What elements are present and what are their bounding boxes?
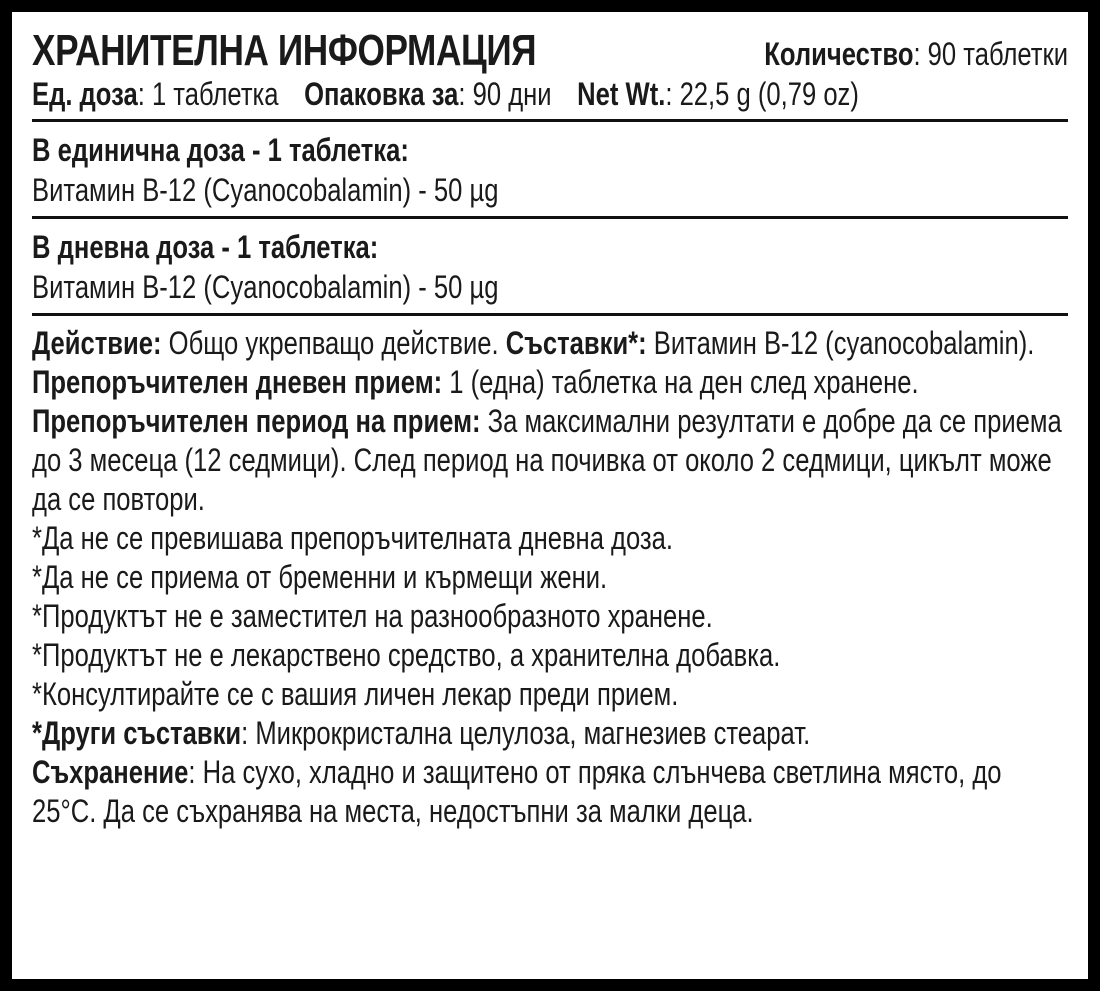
other-label: *Други съставки xyxy=(32,715,242,751)
storage-text: : На сухо, хладно и защитено от пряка слънчева светлина място, до 25°С. Да се съхранява на места, недостъпни за малки деца. xyxy=(32,754,1002,829)
label-content xyxy=(32,26,1068,831)
daily-dose-line: Витамин B-12 (Cyanocobalamin) - 50 µg xyxy=(32,269,499,305)
unit-dose-line: Витамин B-12 (Cyanocobalamin) - 50 µg xyxy=(32,172,499,208)
daily-dose-heading: В дневна доза - 1 таблетка: xyxy=(32,229,379,265)
dose-label: Ед. доза xyxy=(32,76,138,112)
quantity-label: Количество xyxy=(764,36,914,72)
warning-line: *Продуктът не е заместител на разнообразното хранене. xyxy=(32,598,713,634)
daily-intake-text: 1 (една) таблетка на ден след хранене. xyxy=(442,364,919,400)
net-weight xyxy=(577,76,859,113)
title-row xyxy=(32,26,1068,76)
nutrition-label-panel xyxy=(12,12,1088,979)
pack-value: : 90 дни xyxy=(458,76,552,112)
quantity-value: : 90 таблетки xyxy=(913,36,1068,72)
storage xyxy=(32,753,1068,831)
storage-label: Съхранение xyxy=(32,754,189,790)
ingredients-text: Витамин B-12 (cyanocobalamin). xyxy=(646,325,1035,361)
package-for xyxy=(304,76,551,113)
period-text: За максимални резултати е добре да се приема до 3 месеца (12 седмици). След период на почивка от около 2 седмици, цикълт може да се повтори. xyxy=(32,403,1062,517)
pack-label: Опаковка за xyxy=(304,76,459,112)
details-block xyxy=(32,324,1068,831)
period-label: Препоръчителен период на прием: xyxy=(32,403,481,439)
quantity xyxy=(764,36,1068,73)
ingredients-label: Съставки*: xyxy=(505,325,647,361)
warning-line: *Продуктът не е лекарствено средство, а хранителна добавка. xyxy=(32,637,781,673)
warning-line: *Да не се превишава препоръчителната дневна доза. xyxy=(32,520,674,556)
dose-value: : 1 таблетка xyxy=(137,76,279,112)
netwt-value: : 22,5 g (0,79 oz) xyxy=(665,76,859,112)
label-title: ХРАНИТЕЛНА ИНФОРМАЦИЯ xyxy=(32,26,537,75)
action-label: Действие: xyxy=(32,325,162,361)
other-ingredients xyxy=(32,714,1068,753)
usage-paragraph xyxy=(32,324,1068,519)
divider xyxy=(32,216,1068,219)
other-text: : Микрокристална целулоза, магнезиев стеарат. xyxy=(241,715,811,751)
divider xyxy=(32,313,1068,316)
daily-intake-label: Препоръчителен дневен прием: xyxy=(32,364,443,400)
meta-row xyxy=(32,76,1068,113)
unit-dose-heading: В единична доза - 1 таблетка: xyxy=(32,132,409,168)
serving-dose xyxy=(32,76,279,113)
warning-line: *Да не се приема от бременни и кърмещи жени. xyxy=(32,559,608,595)
warning-line: *Консултирайте се с вашия личен лекар преди прием. xyxy=(32,676,679,712)
netwt-label: Net Wt. xyxy=(577,76,666,112)
action-text: Общо укрепващо действие. xyxy=(161,325,506,361)
divider xyxy=(32,119,1068,122)
